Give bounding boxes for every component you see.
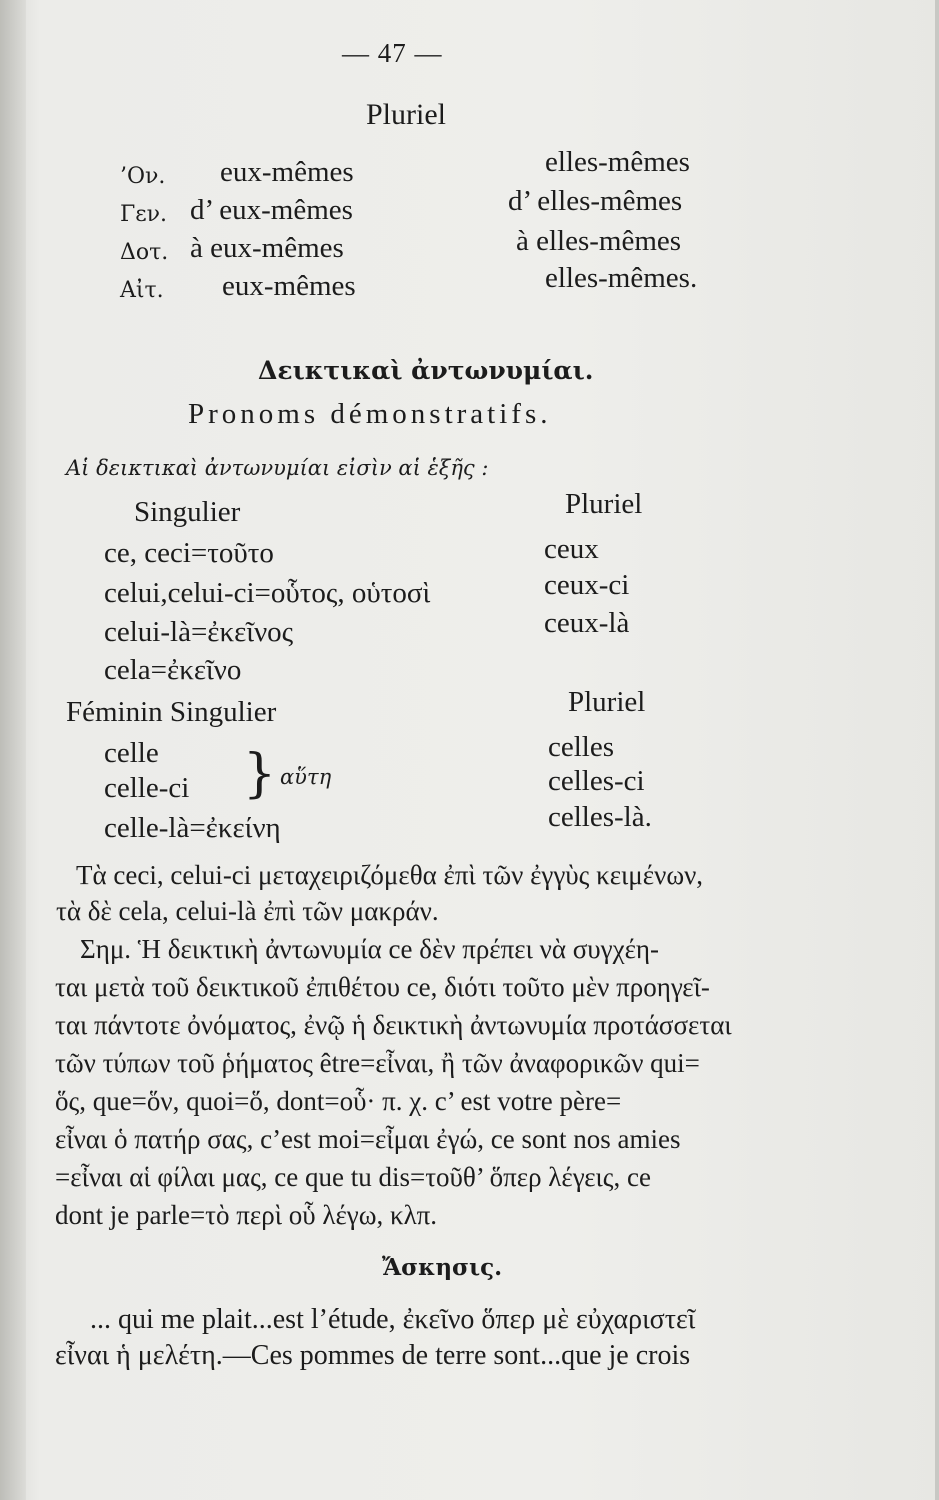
paragraph-line: τῶν τύπων τοῦ ῥήματος être=εἶναι, ἢ τῶν ἀναφορικῶν qui=: [55, 1048, 700, 1078]
masc-form: eux-mêmes: [222, 270, 356, 302]
masc-plural: ceux-ci: [544, 569, 630, 601]
paragraph-line: Τὰ ceci, celui-ci μεταχειριζόμεθα ἐπὶ τῶν ἐγγὺς κειμένων,: [76, 860, 704, 890]
paragraph-line: =εἶναι αἱ φίλαι μας, ce que tu dis=τοῦθ’ ὅπερ λέγεις, ce: [55, 1162, 651, 1192]
fem-celle-la: celle-là=ἐκείνη: [104, 812, 281, 844]
masc-singular: celui,celui-ci=οὗτος, οὑτοσὶ: [104, 577, 431, 609]
masc-singular: celui-là=ἐκεῖνος: [104, 616, 294, 648]
masc-form: eux-mêmes: [220, 156, 354, 188]
paragraph-line: ται πάντοτε ὀνόματος, ἐνῷ ἡ δεικτικὴ ἀντωνυμία προτάσσεται: [55, 1010, 732, 1040]
paragraph-line: ται μετὰ τοῦ δεικτικοῦ ἐπιθέτου ce, διότι τοῦτο μὲν προηγεῖ-: [55, 972, 710, 1002]
case-label: ’Ον.: [120, 164, 166, 189]
masc-form: à eux-mêmes: [190, 232, 344, 264]
fem-form: d’ elles-mêmes: [508, 185, 683, 217]
brace: }: [243, 744, 277, 804]
case-label: Αἰτ.: [120, 278, 164, 303]
fem-form: elles-mêmes: [545, 146, 690, 178]
masc-plural: ceux-là: [544, 607, 630, 639]
exercise-title: Ἄσκησις.: [382, 1254, 503, 1281]
exercise-line: ... qui me plait...est l’étude, ἐκεῖνο ὅπερ μὲ εὐχαριστεῖ: [90, 1304, 696, 1335]
case-label: Γεν.: [120, 202, 168, 227]
section-title-greek: Δεικτικαὶ ἀντωνυμίαι.: [258, 356, 594, 385]
paragraph-line: Σημ. Ἡ δεικτικὴ ἀντωνυμία ce δὲν πρέπει νὰ συγχέη-: [80, 934, 660, 964]
paragraph-line: τὰ δὲ cela, celui-là ἐπὶ τῶν μακράν.: [56, 896, 439, 926]
paragraph-line: ὅς, que=ὅν, quoi=ὅ, dont=οὗ· π. χ. c’ est votre père=: [55, 1086, 622, 1116]
masc-plural: ceux: [544, 533, 599, 565]
page-binding-shadow: [0, 0, 26, 1500]
page-number: — 47 —: [342, 38, 443, 68]
page-edge: [935, 0, 939, 1500]
fem-form: elles-mêmes.: [545, 262, 698, 294]
plural-heading: Pluriel: [565, 488, 643, 520]
masc-singular: cela=ἐκεῖνο: [104, 654, 242, 686]
fem-plural-heading: Pluriel: [568, 686, 646, 718]
fem-form: à elles-mêmes: [516, 225, 682, 257]
fem-plural: celles: [548, 731, 615, 763]
fem-singular-heading: Féminin Singulier: [66, 696, 277, 728]
section-title-french: Pronoms démonstratifs.: [188, 398, 552, 430]
pluriel-heading: Pluriel: [366, 98, 446, 131]
fem-celle: celle: [104, 737, 159, 769]
brace-gloss: αὕτη: [280, 765, 332, 789]
singular-heading: Singulier: [134, 496, 241, 528]
fem-plural: celles-ci: [548, 765, 645, 797]
paragraph-line: εἶναι ὁ πατήρ σας, c’est moi=εἶμαι ἐγώ, ce sont nos amies: [55, 1124, 681, 1154]
fem-celle-ci: celle-ci: [104, 772, 190, 804]
intro-line: Αἱ δεικτικαὶ ἀντωνυμίαι εἰσὶν αἱ ἑξῆς :: [66, 456, 489, 480]
masc-singular: ce, ceci=τοῦτο: [104, 537, 274, 569]
exercise-line: εἶναι ἡ μελέτη.—Ces pommes de terre sont...que je crois: [55, 1340, 691, 1371]
masc-form: d’ eux-mêmes: [190, 194, 353, 226]
paragraph-line: dont je parle=τὸ περὶ οὗ λέγω, κλπ.: [55, 1200, 438, 1230]
fem-plural: celles-là.: [548, 801, 652, 833]
case-label: Δοτ.: [120, 240, 169, 265]
